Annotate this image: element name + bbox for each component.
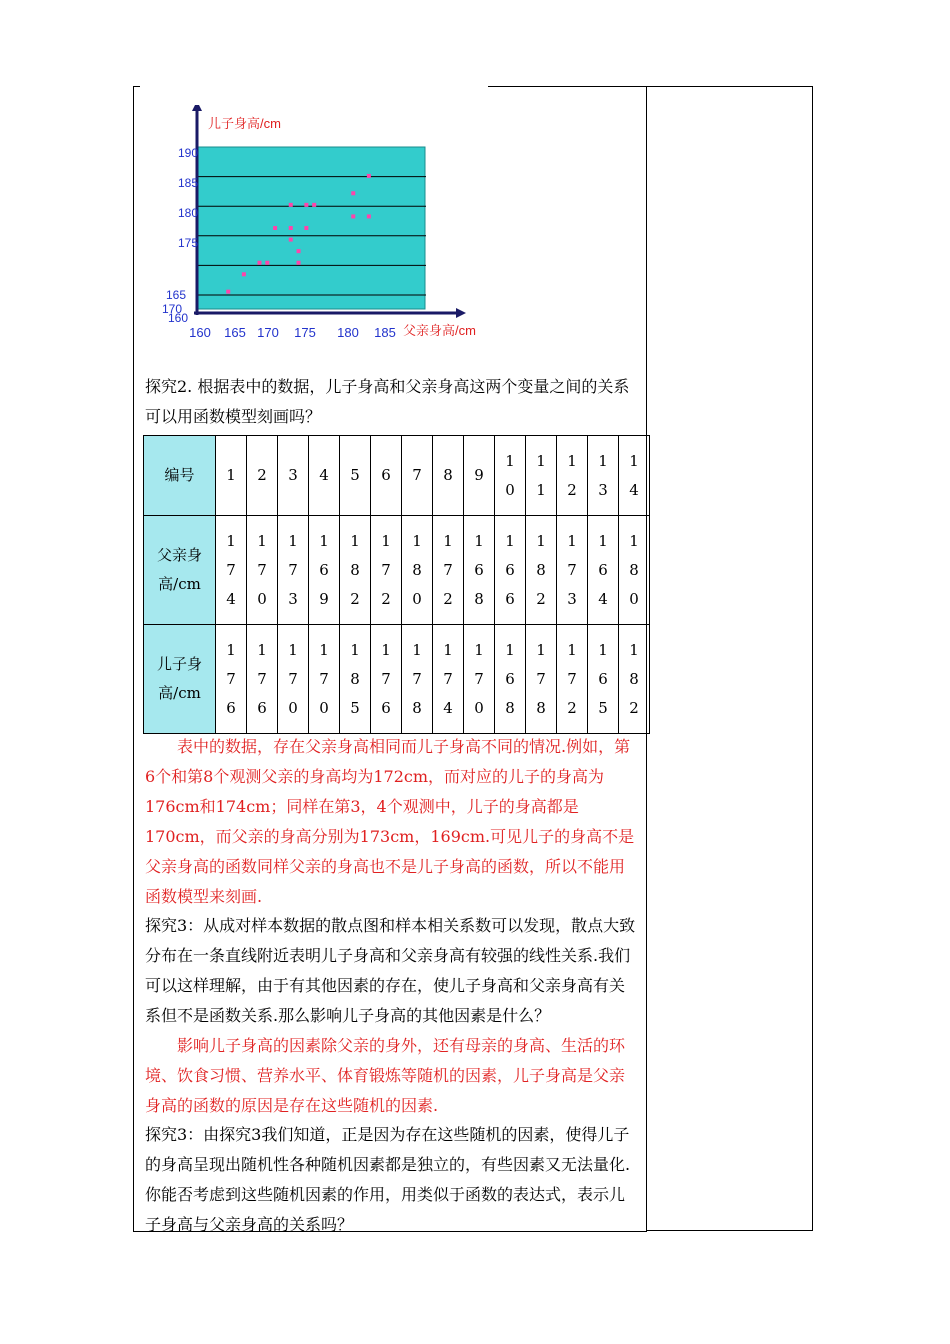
x-tick-label: 175 bbox=[294, 325, 316, 340]
right-column-cell bbox=[646, 86, 813, 1231]
scatter-point bbox=[273, 226, 277, 230]
x-tick-label: 170 bbox=[257, 325, 279, 340]
scatter-point bbox=[367, 174, 371, 178]
scatter-point bbox=[289, 203, 293, 207]
table-cell: 1 bbox=[216, 436, 247, 516]
table-cell: 2 bbox=[247, 436, 278, 516]
table-cell: 1 7 3 bbox=[278, 516, 309, 625]
table-cell: 1 4 bbox=[619, 436, 650, 516]
scatter-point bbox=[367, 214, 371, 218]
table-cell: 1 0 bbox=[495, 436, 526, 516]
table-cell: 1 8 2 bbox=[619, 625, 650, 734]
explore3-question-b: 探究3：由探究3我们知道，正是因为存在这些随机的因素，使得儿子的身高呈现出随机性各种随机因素都是独立的，有些因素又无法量化.你能否考虑到这些随机因素的作用，用类似于函数的表达式，表示儿子身高与父亲身高的关系吗？ bbox=[145, 1125, 631, 1234]
table-cell: 1 6 5 bbox=[588, 625, 619, 734]
x-axis-title: 父亲身高/cm bbox=[403, 323, 476, 338]
table-cell: 1 6 8 bbox=[495, 625, 526, 734]
scatter-point bbox=[351, 191, 355, 195]
corner-mark bbox=[133, 86, 140, 87]
table-cell: 1 8 0 bbox=[402, 516, 433, 625]
scatter-point bbox=[304, 226, 308, 230]
scatter-point bbox=[265, 261, 269, 265]
table-cell: 1 7 8 bbox=[402, 625, 433, 734]
row-label-father: 父亲身高/cm bbox=[144, 516, 216, 625]
x-tick-label: 180 bbox=[337, 325, 359, 340]
y-tick-label: 170 bbox=[162, 302, 183, 316]
y-axis-arrow bbox=[192, 105, 202, 111]
scatter-point bbox=[289, 238, 293, 242]
y-tick-label: 160 bbox=[168, 311, 189, 325]
table-cell: 1 6 6 bbox=[495, 516, 526, 625]
table-cell: 1 8 0 bbox=[619, 516, 650, 625]
table-cell: 1 7 6 bbox=[216, 625, 247, 734]
y-tick-label: 165 bbox=[166, 288, 187, 302]
table-cell: 1 7 6 bbox=[371, 625, 402, 734]
table-cell: 7 bbox=[402, 436, 433, 516]
table-cell: 3 bbox=[278, 436, 309, 516]
table-cell: 5 bbox=[340, 436, 371, 516]
scatter-point bbox=[226, 290, 230, 294]
table-cell: 4 bbox=[309, 436, 340, 516]
table-cell: 1 7 2 bbox=[557, 625, 588, 734]
y-tick-labels bbox=[162, 146, 198, 325]
table-row-father bbox=[144, 516, 650, 625]
row-label-id: 编号 bbox=[144, 436, 216, 516]
height-table bbox=[143, 435, 650, 734]
table-cell: 1 8 5 bbox=[340, 625, 371, 734]
y-tick-label: 190 bbox=[178, 146, 199, 160]
row-label-son: 儿子身高/cm bbox=[144, 625, 216, 734]
table-cell: 1 8 2 bbox=[526, 516, 557, 625]
explore3-question-a: 探究3：从成对样本数据的散点图和样本相关系数可以发现，散点大致分布在一条直线附近表明儿子身高和父亲身高有较强的线性关系.我们可以这样理解，由于有其他因素的存在，使儿子身高和父亲身高有关系但不是函数关系.那么影响儿子身高的其他因素是什么？ bbox=[145, 916, 636, 1025]
table-cell: 1 6 9 bbox=[309, 516, 340, 625]
table-cell: 8 bbox=[433, 436, 464, 516]
scatter-point bbox=[297, 261, 301, 265]
scatter-point bbox=[351, 214, 355, 218]
explore2-question: 探究2. 根据表中的数据，儿子身高和父亲身高这两个变量之间的关系可以用函数模型刻画吗？ bbox=[145, 377, 630, 426]
table-cell: 1 7 4 bbox=[433, 625, 464, 734]
x-tick-label: 160 bbox=[189, 325, 211, 340]
table-row-son bbox=[144, 625, 650, 734]
y-tick-label: 180 bbox=[178, 206, 199, 220]
table-cell: 1 7 2 bbox=[433, 516, 464, 625]
top-border-segment bbox=[488, 86, 646, 87]
table-cell: 1 7 2 bbox=[371, 516, 402, 625]
answer3-text: 影响儿子身高的因素除父亲的身外，还有母亲的身高、生活的环境、饮食习惯、营养水平、体育锻炼等随机的因素，儿子身高是父亲身高的函数的原因是存在这些随机的因素. bbox=[145, 1036, 626, 1115]
table-cell: 1 7 0 bbox=[247, 516, 278, 625]
x-axis-arrow bbox=[456, 308, 466, 318]
table-cell: 9 bbox=[464, 436, 495, 516]
table-cell: 1 7 0 bbox=[464, 625, 495, 734]
table-cell: 1 2 bbox=[557, 436, 588, 516]
table-cell: 6 bbox=[371, 436, 402, 516]
table-cell: 1 3 bbox=[588, 436, 619, 516]
x-tick-label: 185 bbox=[374, 325, 396, 340]
x-tick-labels bbox=[189, 325, 396, 340]
table-row-id bbox=[144, 436, 650, 516]
plot-background bbox=[197, 147, 425, 309]
scatter-point bbox=[304, 203, 308, 207]
scatter-point bbox=[297, 249, 301, 253]
table-cell: 1 7 4 bbox=[216, 516, 247, 625]
scatter-point bbox=[312, 203, 316, 207]
table-cell: 1 7 0 bbox=[309, 625, 340, 734]
scatter-chart bbox=[160, 105, 490, 345]
table-cell: 1 6 8 bbox=[464, 516, 495, 625]
table-cell: 1 7 8 bbox=[526, 625, 557, 734]
x-tick-label: 165 bbox=[224, 325, 246, 340]
y-tick-label: 185 bbox=[178, 176, 199, 190]
table-cell: 1 7 3 bbox=[557, 516, 588, 625]
table-cell: 1 7 0 bbox=[278, 625, 309, 734]
y-tick-label: 175 bbox=[178, 236, 199, 250]
answer2-text: 表中的数据，存在父亲身高相同而儿子身高不同的情况.例如，第6个和第8个观测父亲的身高均为172cm，而对应的儿子的身高为176cm和174cm；同样在第3，4个观测中，儿子的身高都是170cm，而父亲的身高分别为173cm，169cm.可见儿子的身高不是父亲身高的函数同样父亲的身高也不是儿子身高的函数，所以不能用函数模型来刻画. bbox=[145, 737, 635, 906]
table-cell: 1 1 bbox=[526, 436, 557, 516]
table-cell: 1 6 4 bbox=[588, 516, 619, 625]
scatter-point bbox=[242, 272, 246, 276]
scatter-point bbox=[258, 261, 262, 265]
table-cell: 1 7 6 bbox=[247, 625, 278, 734]
table-cell: 1 8 2 bbox=[340, 516, 371, 625]
y-axis-title: 儿子身高/cm bbox=[208, 116, 281, 131]
scatter-point bbox=[289, 226, 293, 230]
